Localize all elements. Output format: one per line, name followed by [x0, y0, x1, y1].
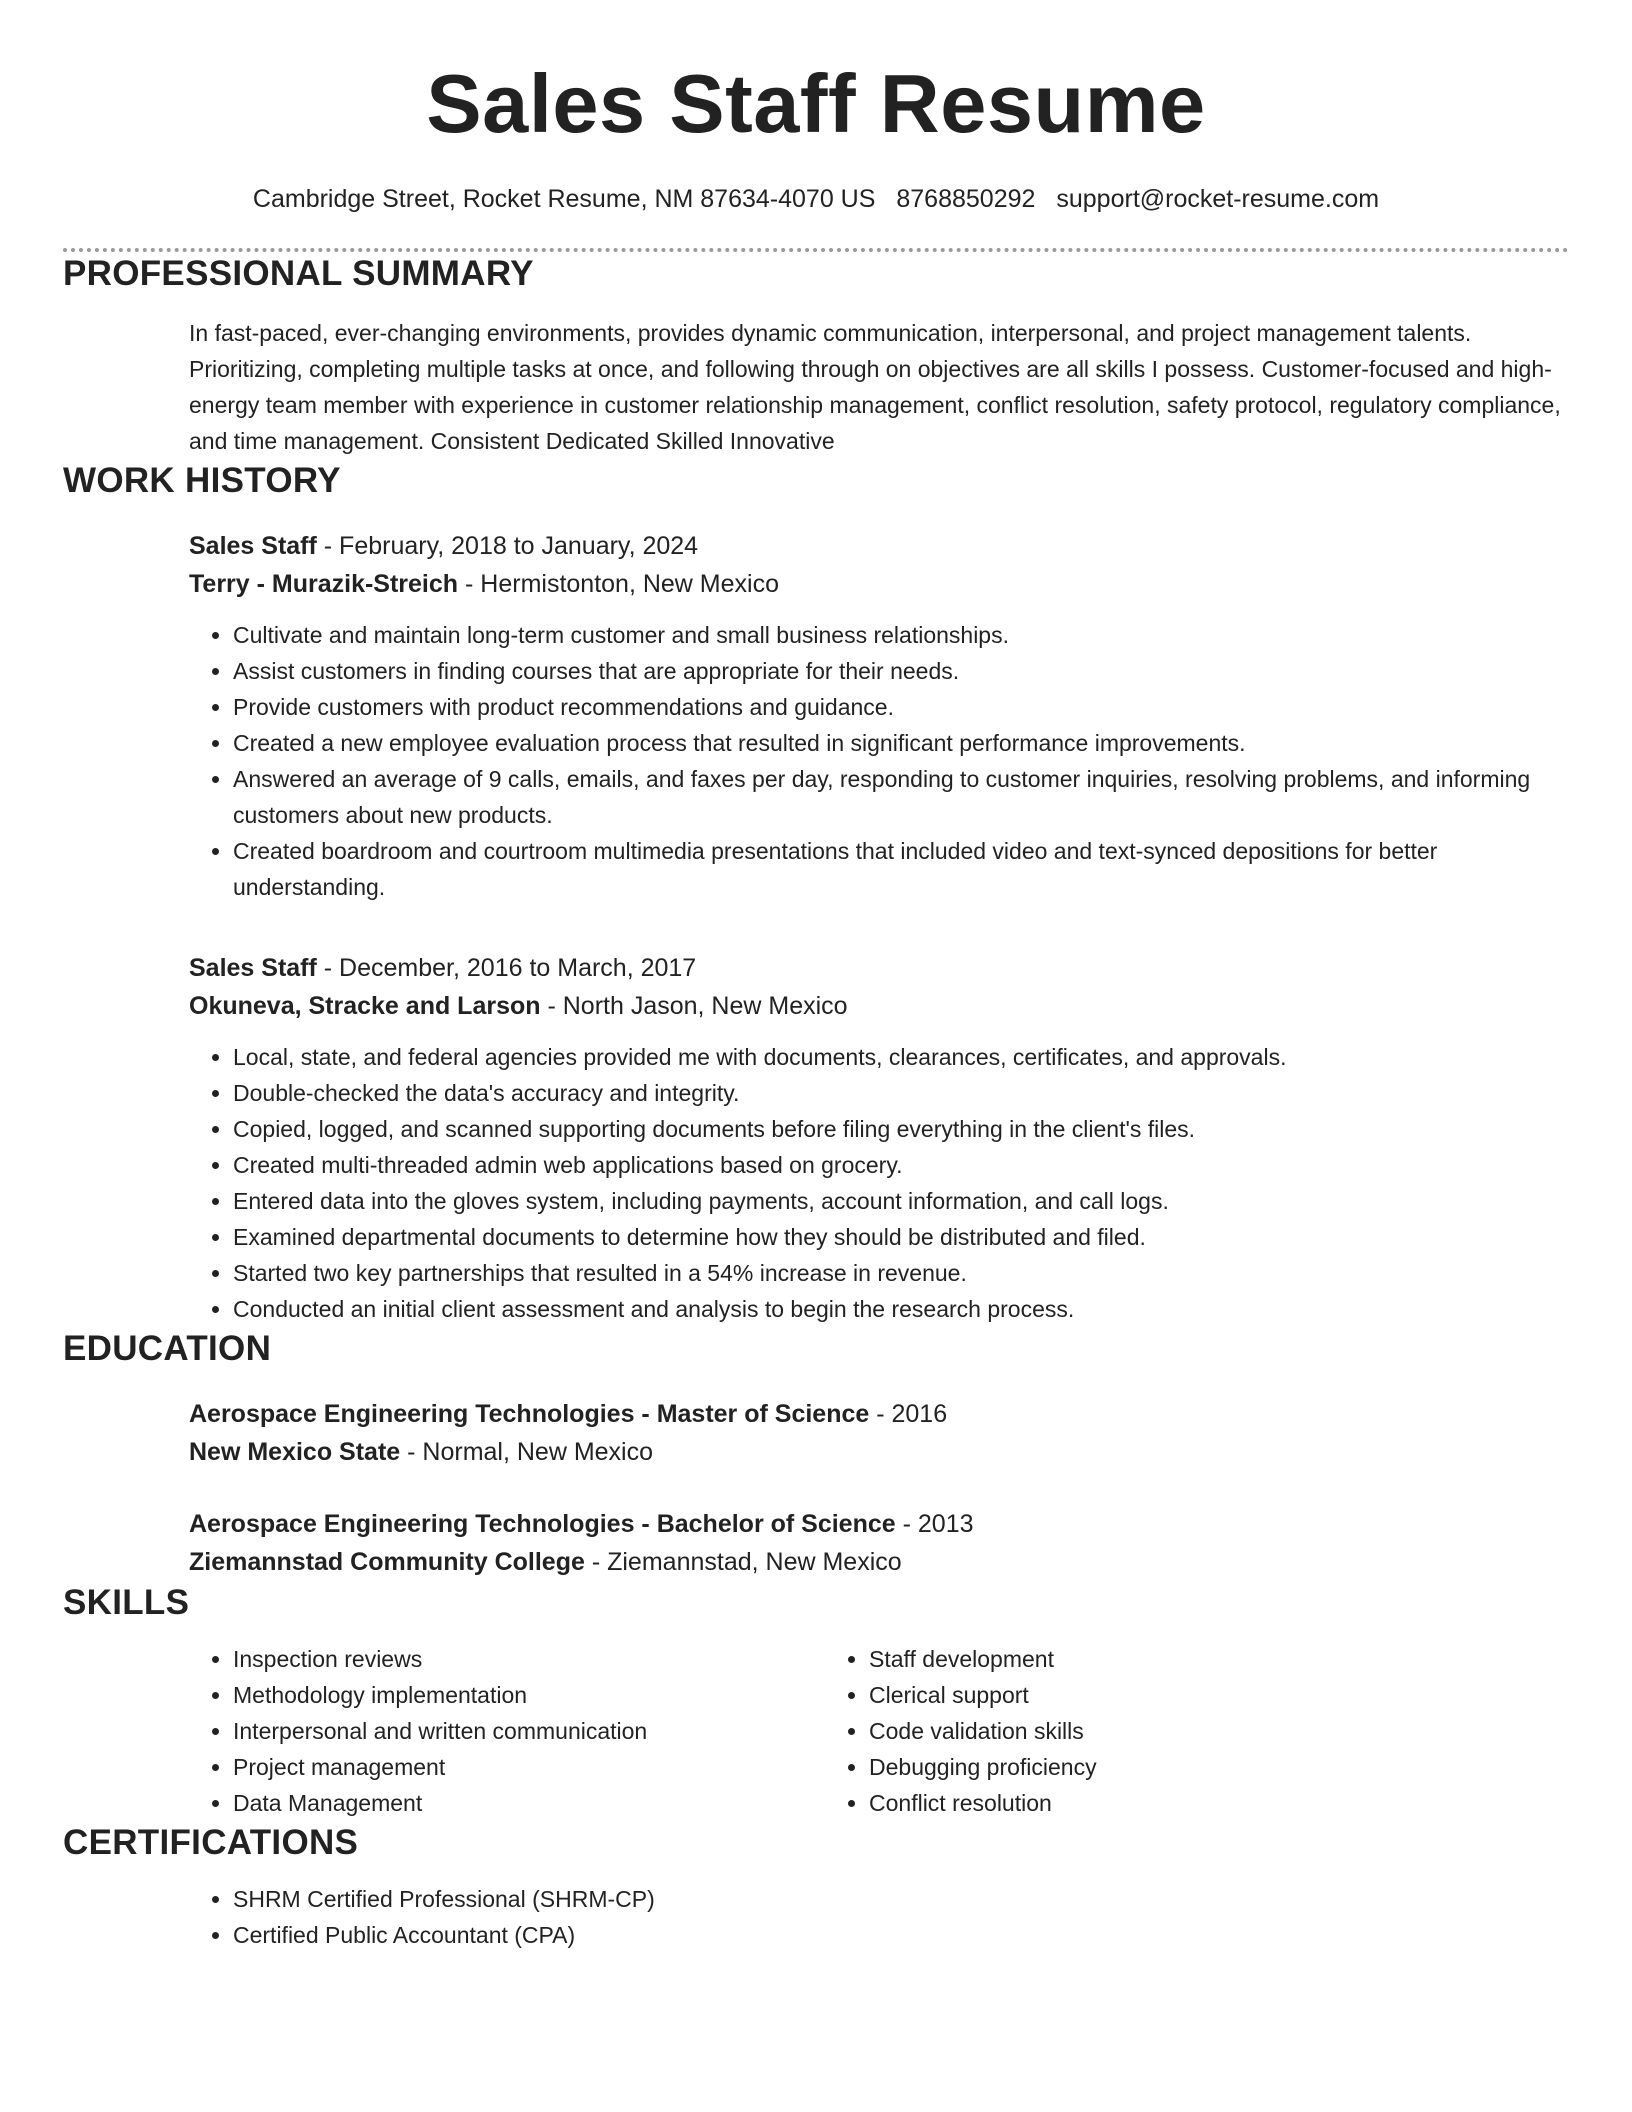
list-item: • Clerical support — [869, 1677, 1461, 1713]
section-heading-education: EDUCATION — [63, 1329, 272, 1368]
job-company-line — [189, 987, 1569, 1025]
list-item: • Created multi-threaded admin web applications based on grocery. — [233, 1147, 1569, 1183]
job-title-line — [189, 949, 1569, 987]
list-item: • Code validation skills — [869, 1713, 1461, 1749]
job-location: - Hermistonton, New Mexico — [458, 570, 779, 598]
list-item: • Local, state, and federal agencies provided me with documents, clearances, certificates, and approvals. — [233, 1039, 1569, 1075]
degree: Aerospace Engineering Technologies - Master of Science — [189, 1400, 870, 1428]
section-heading-summary: PROFESSIONAL SUMMARY — [63, 254, 534, 293]
list-item: • Copied, logged, and scanned supporting documents before filing everything in the client's files. — [233, 1111, 1569, 1147]
job-dates: - February, 2018 to January, 2024 — [316, 532, 699, 560]
job-company: Okuneva, Stracke and Larson — [189, 992, 541, 1020]
list-item: • SHRM Certified Professional (SHRM-CP) — [233, 1881, 1569, 1917]
skills-column-left — [189, 1641, 825, 1821]
list-item: • Answered an average of 9 calls, emails, and faxes per day, responding to customer inquiries, resolving problems, and informing customers about new products. — [233, 761, 1569, 833]
list-item: • Staff development — [869, 1641, 1461, 1677]
job-entry — [189, 527, 1569, 905]
list-item: • Data Management — [233, 1785, 825, 1821]
list-item: • Examined departmental documents to determine how they should be distributed and filed. — [233, 1219, 1569, 1255]
contact-email: support@rocket-resume.com — [1056, 185, 1380, 213]
school-line — [189, 1433, 1569, 1471]
list-item: • Started two key partnerships that resulted in a 54% increase in revenue. — [233, 1255, 1569, 1291]
school-location: - Ziemannstad, New Mexico — [584, 1548, 902, 1576]
job-title: Sales Staff — [189, 954, 317, 982]
page-title: Sales Staff Resume — [426, 57, 1206, 150]
skills-column-right — [825, 1641, 1461, 1821]
list-item: • Entered data into the gloves system, including payments, account information, and call logs. — [233, 1183, 1569, 1219]
list-item: • Interpersonal and written communication — [233, 1713, 825, 1749]
job-title: Sales Staff — [189, 532, 317, 560]
school-line — [189, 1543, 1569, 1581]
list-item: • Conducted an initial client assessment and analysis to begin the research process. — [233, 1291, 1569, 1327]
certifications-list-wrap — [189, 1881, 1569, 1953]
job-entry — [189, 949, 1569, 1327]
list-item: • Cultivate and maintain long-term customer and small business relationships. — [233, 617, 1569, 653]
list-item: • Created boardroom and courtroom multimedia presentations that included video and text-synced depositions for better understanding. — [233, 833, 1569, 905]
job-company: Terry - Murazik-Streich — [189, 570, 459, 598]
degree-line — [189, 1505, 1569, 1543]
job-bullets — [189, 1039, 1569, 1327]
list-item: • Conflict resolution — [869, 1785, 1461, 1821]
skills-grid — [189, 1641, 1569, 1821]
contact-address: Cambridge Street, Rocket Resume, NM 87634-4070 US — [252, 185, 876, 213]
list-item: • Inspection reviews — [233, 1641, 825, 1677]
section-heading-certifications: CERTIFICATIONS — [63, 1823, 359, 1862]
list-item: • Project management — [233, 1749, 825, 1785]
list-item: • Methodology implementation — [233, 1677, 825, 1713]
education-entry — [189, 1505, 1569, 1581]
degree-year: - 2016 — [869, 1400, 948, 1428]
list-item: • Assist customers in finding courses that are appropriate for their needs. — [233, 653, 1569, 689]
contact-line — [63, 183, 1569, 215]
job-location: - North Jason, New Mexico — [540, 992, 848, 1020]
school: New Mexico State — [189, 1438, 401, 1466]
job-bullets — [189, 617, 1569, 905]
list-item: • Provide customers with product recommendations and guidance. — [233, 689, 1569, 725]
section-heading-skills: SKILLS — [63, 1583, 190, 1622]
school: Ziemannstad Community College — [189, 1548, 585, 1576]
list-item: • Double-checked the data's accuracy and integrity. — [233, 1075, 1569, 1111]
summary-text: In fast-paced, ever-changing environments, provides dynamic communication, interpersonal, and project management talents. Prioritizing, completing multiple tasks at once, and following through on objectives are all skills I possess. Customer-focused and high-energy team member with experience in customer relationship management, conflict resolution, safety protocol, regulatory compliance, and time management. Consistent Dedicated Skilled Innovative — [189, 320, 1561, 454]
list-item: • Certified Public Accountant (CPA) — [233, 1917, 1569, 1953]
school-location: - Normal, New Mexico — [400, 1438, 654, 1466]
contact-phone: 8768850292 — [896, 185, 1036, 213]
certifications-list — [189, 1881, 1569, 1953]
degree: Aerospace Engineering Technologies - Bachelor of Science — [189, 1510, 896, 1538]
job-company-line — [189, 565, 1569, 603]
list-item: • Debugging proficiency — [869, 1749, 1461, 1785]
job-title-line — [189, 527, 1569, 565]
job-dates: - December, 2016 to March, 2017 — [316, 954, 697, 982]
degree-line — [189, 1395, 1569, 1433]
list-item: • Created a new employee evaluation process that resulted in significant performance improvements. — [233, 725, 1569, 761]
education-entry — [189, 1395, 1569, 1471]
section-heading-work: WORK HISTORY — [63, 461, 341, 500]
degree-year: - 2013 — [895, 1510, 974, 1538]
